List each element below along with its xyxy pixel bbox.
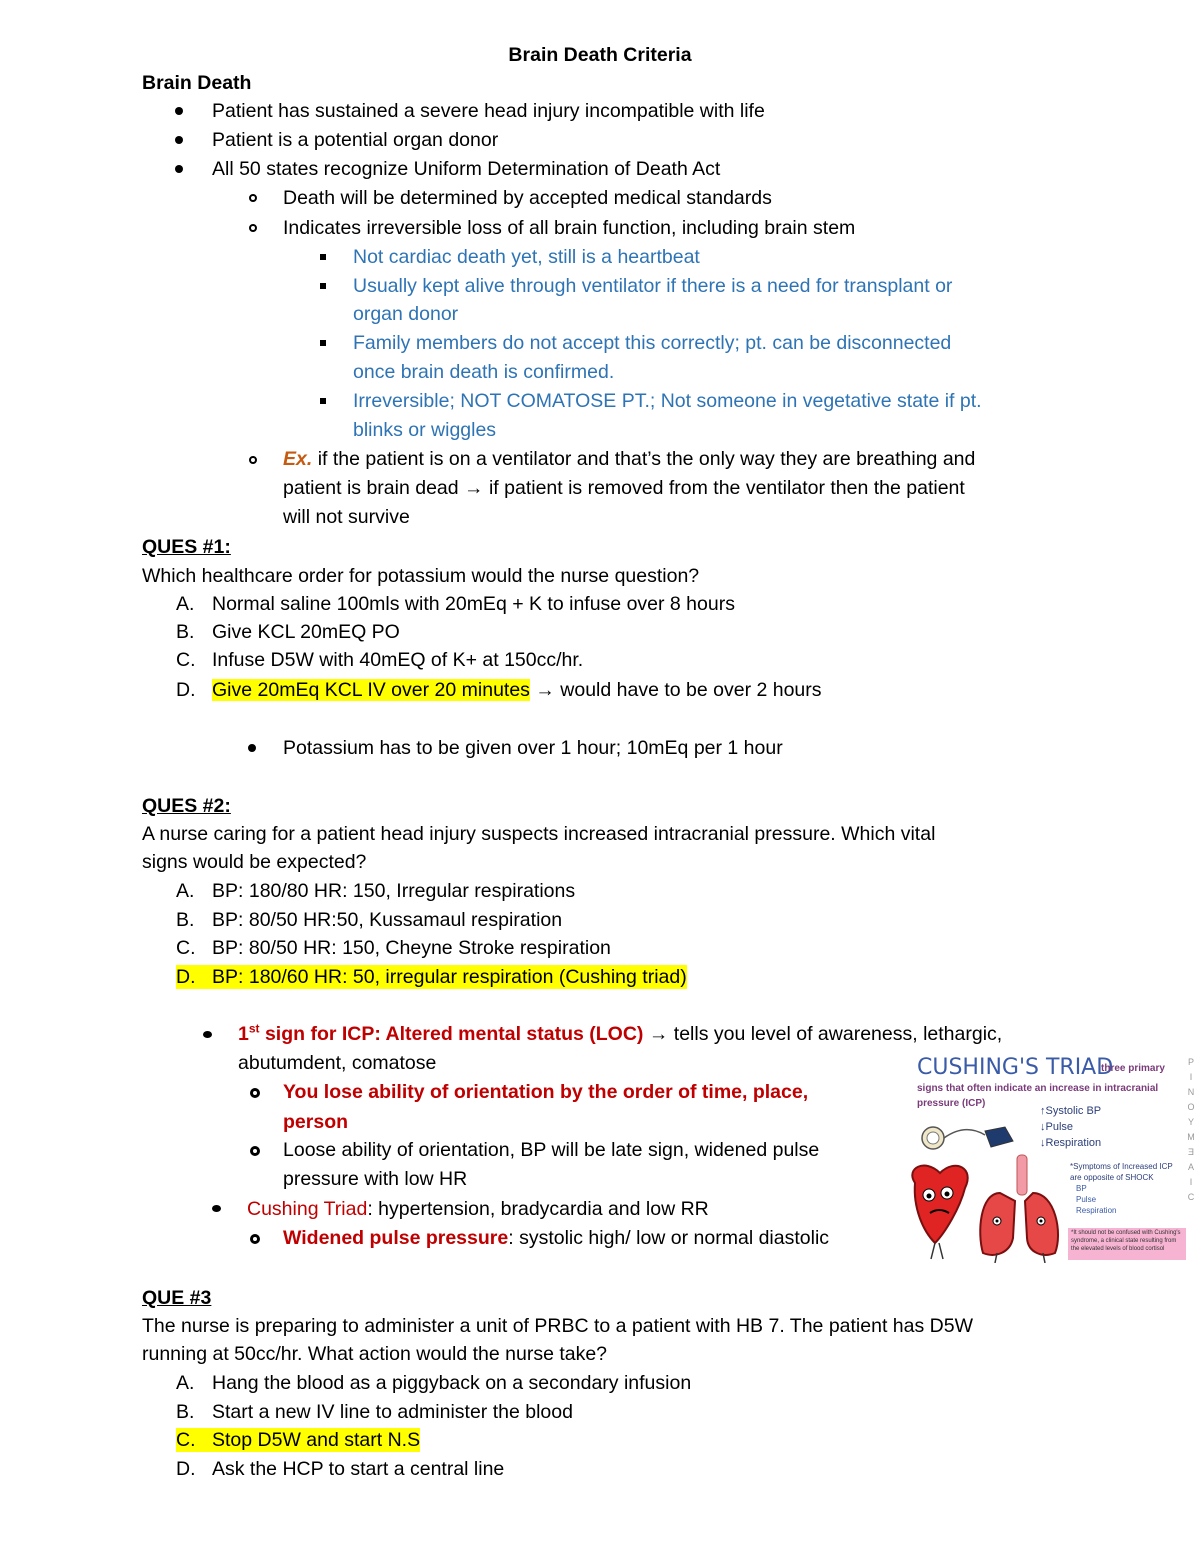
heart-lungs-illustration: [905, 1113, 1070, 1263]
shock-item: Respiration: [1076, 1206, 1117, 1215]
option: BP: 180/80 HR: 150, Irregular respirations: [212, 880, 576, 902]
figure-note-line: *Symptoms of Increased ICP: [1070, 1162, 1173, 1171]
side-letter: Ǝ: [1187, 1147, 1194, 1157]
question-label: QUES #1:: [142, 536, 231, 558]
bullet: [203, 1031, 212, 1038]
example-line-2: patient is brain dead → if patient is removed from the ventilator then the patient: [283, 477, 965, 499]
list-item: Family members do not accept this correctly; pt. can be disconnected: [353, 332, 952, 354]
example-prefix: Ex.: [283, 448, 313, 470]
list-item: Irreversible; NOT COMATOSE PT.; Not someone in vegetative state if pt.: [353, 390, 982, 412]
bullet: [175, 107, 183, 115]
answer-highlight: BP: 180/60 HR: 50, irregular respiration (Cushing triad): [212, 966, 687, 988]
side-letter: Y: [1187, 1117, 1194, 1127]
question-stem: Which healthcare order for potassium would the nurse question?: [142, 565, 700, 587]
note-sup: st: [248, 1021, 260, 1036]
option-letter: B.: [176, 909, 195, 931]
list-item: once brain death is confirmed.: [353, 361, 615, 383]
side-letter: A: [1187, 1162, 1194, 1172]
note-text: : systolic high/ low or normal diastolic: [508, 1227, 830, 1249]
list-item: organ donor: [353, 303, 459, 325]
shock-item: Pulse: [1076, 1195, 1097, 1204]
section-heading: Brain Death: [142, 72, 252, 94]
option: BP: 80/50 HR: 150, Cheyne Stroke respiration: [212, 937, 611, 959]
figure-item: Pulse: [1045, 1121, 1074, 1133]
bullet: [320, 398, 326, 404]
figure-caption: pressure (ICP): [917, 1098, 986, 1109]
bullet: [248, 744, 256, 752]
option-letter: C.: [176, 649, 196, 671]
question-label: QUES #2:: [142, 795, 231, 817]
answer-note: → would have to be over 2 hours: [529, 679, 822, 701]
option: Ask the HCP to start a central line: [212, 1458, 505, 1480]
side-letter: I: [1189, 1177, 1193, 1187]
example-line: [283, 447, 975, 471]
bullet: [320, 340, 326, 346]
option: Normal saline 100mls with 20mEq + K to infuse over 8 hours: [212, 593, 735, 615]
page-title: Brain Death Criteria: [508, 44, 692, 66]
list-item: blinks or wiggles: [353, 419, 497, 441]
side-letters: [1187, 1055, 1195, 1205]
figure-item: Respiration: [1045, 1137, 1102, 1149]
note-red: Widened pulse pressure: [283, 1227, 509, 1249]
question-label: QUE #3: [142, 1287, 212, 1309]
pink-note: *It should not be confused with Cushing's syndrome, a clinical state resulting from the elevated levels of blood cortisol: [1068, 1228, 1186, 1260]
option: Give KCL 20mEQ PO: [212, 621, 400, 643]
note-red: 1: [238, 1023, 249, 1045]
note-widened: [283, 1226, 829, 1250]
side-letter: N: [1187, 1087, 1195, 1097]
bullet: [250, 1146, 260, 1156]
option-letter: A.: [176, 1372, 195, 1394]
note-text: → tells you level of awareness, lethargic,: [643, 1023, 1003, 1045]
list-item: Not cardiac death yet, still is a heartbeat: [353, 246, 700, 268]
bullet: [250, 1088, 260, 1098]
bullet: [175, 136, 183, 144]
figure-caption: signs that often indicate an increase in intracranial: [917, 1083, 1159, 1094]
highlight-gap: [196, 1428, 212, 1452]
shock-item: BP: [1076, 1184, 1087, 1193]
option: BP: 80/50 HR:50, Kussamaul respiration: [212, 909, 563, 931]
side-letter: P: [1187, 1057, 1194, 1067]
note-line: You lose ability of orientation by the order of time, place,: [283, 1081, 809, 1103]
list-item: Usually kept alive through ventilator if there is a need for transplant or: [353, 275, 953, 297]
bullet: [320, 283, 326, 289]
side-letter: C: [1187, 1192, 1195, 1202]
question-stem: The nurse is preparing to administer a unit of PRBC to a patient with HB 7. The patient has D5W: [142, 1315, 973, 1337]
arrow-up-icon: ↑: [1040, 1105, 1046, 1117]
bullet: [320, 254, 326, 260]
list-item: Patient has sustained a severe head injury incompatible with life: [212, 100, 765, 122]
option-letter: B.: [176, 621, 195, 643]
bullet: [249, 224, 257, 232]
note-text: : hypertension, bradycardia and low RR: [367, 1198, 709, 1220]
option-letter: B.: [176, 1401, 195, 1423]
option: Infuse D5W with 40mEQ of K+ at 150cc/hr.: [212, 649, 584, 671]
side-letter: O: [1187, 1102, 1195, 1112]
bullet: [249, 456, 257, 464]
question-stem-2: signs would be expected?: [142, 851, 367, 873]
figure-note: [1070, 1161, 1173, 1216]
arrow-down-icon: ↓: [1040, 1121, 1046, 1133]
option-letter: C.: [176, 937, 196, 959]
list-item: Indicates irreversible loss of all brain function, including brain stem: [283, 217, 856, 239]
example-line-3: will not survive: [283, 506, 410, 528]
option: Hang the blood as a piggyback on a secondary infusion: [212, 1372, 692, 1394]
arrow-down-icon: ↓: [1040, 1137, 1046, 1149]
figure-title: CUSHING'S TRIAD: [917, 1055, 1114, 1080]
note-line: abutumdent, comatose: [238, 1052, 437, 1074]
answer-option: [212, 678, 822, 702]
option-letter: A.: [176, 593, 195, 615]
side-letter: M: [1187, 1132, 1195, 1142]
answer-highlight: Stop D5W and start N.S: [212, 1429, 421, 1451]
list-item: Patient is a potential organ donor: [212, 129, 499, 151]
question-stem: A nurse caring for a patient head injury suspects increased intracranial pressure. Which vital: [142, 823, 936, 845]
option-letter: C.: [176, 1429, 196, 1451]
figure-note-line: are opposite of SHOCK: [1070, 1173, 1154, 1182]
option-letter: A.: [176, 880, 195, 902]
example-text: if the patient is on a ventilator and that’s the only way they are breathing and: [312, 448, 976, 470]
bullet: [250, 1234, 260, 1244]
bullet: [212, 1205, 221, 1212]
option-letter: D.: [176, 966, 196, 988]
option-letter: D.: [176, 679, 196, 701]
figure-caption: three primary: [1101, 1063, 1165, 1074]
note-cushing: [247, 1197, 709, 1221]
note-line: pressure with low HR: [283, 1168, 468, 1190]
cushing-triad-figure: [905, 1055, 1195, 1265]
note-line: Loose ability of orientation, BP will be late sign, widened pulse: [283, 1139, 820, 1161]
question-stem-2: running at 50cc/hr. What action would the nurse take?: [142, 1343, 608, 1365]
bullet: [249, 194, 257, 202]
side-letter: I: [1189, 1072, 1193, 1082]
figure-item: Systolic BP: [1045, 1105, 1102, 1117]
list-item: Death will be determined by accepted medical standards: [283, 187, 772, 209]
highlight-gap: [196, 965, 212, 989]
note-first-sign: [238, 1022, 1002, 1046]
bullet: [175, 165, 183, 173]
answer-highlight: Give 20mEq KCL IV over 20 minutes: [212, 679, 530, 701]
list-item: All 50 states recognize Uniform Determination of Death Act: [212, 158, 721, 180]
option: Start a new IV line to administer the blood: [212, 1401, 573, 1423]
list-item: Potassium has to be given over 1 hour; 10mEq per 1 hour: [283, 737, 783, 759]
note-red: Cushing Triad: [247, 1198, 368, 1220]
note-line: person: [283, 1111, 349, 1133]
note-red: sign for ICP: Altered mental status (LOC): [259, 1023, 644, 1045]
option-letter: D.: [176, 1458, 196, 1480]
